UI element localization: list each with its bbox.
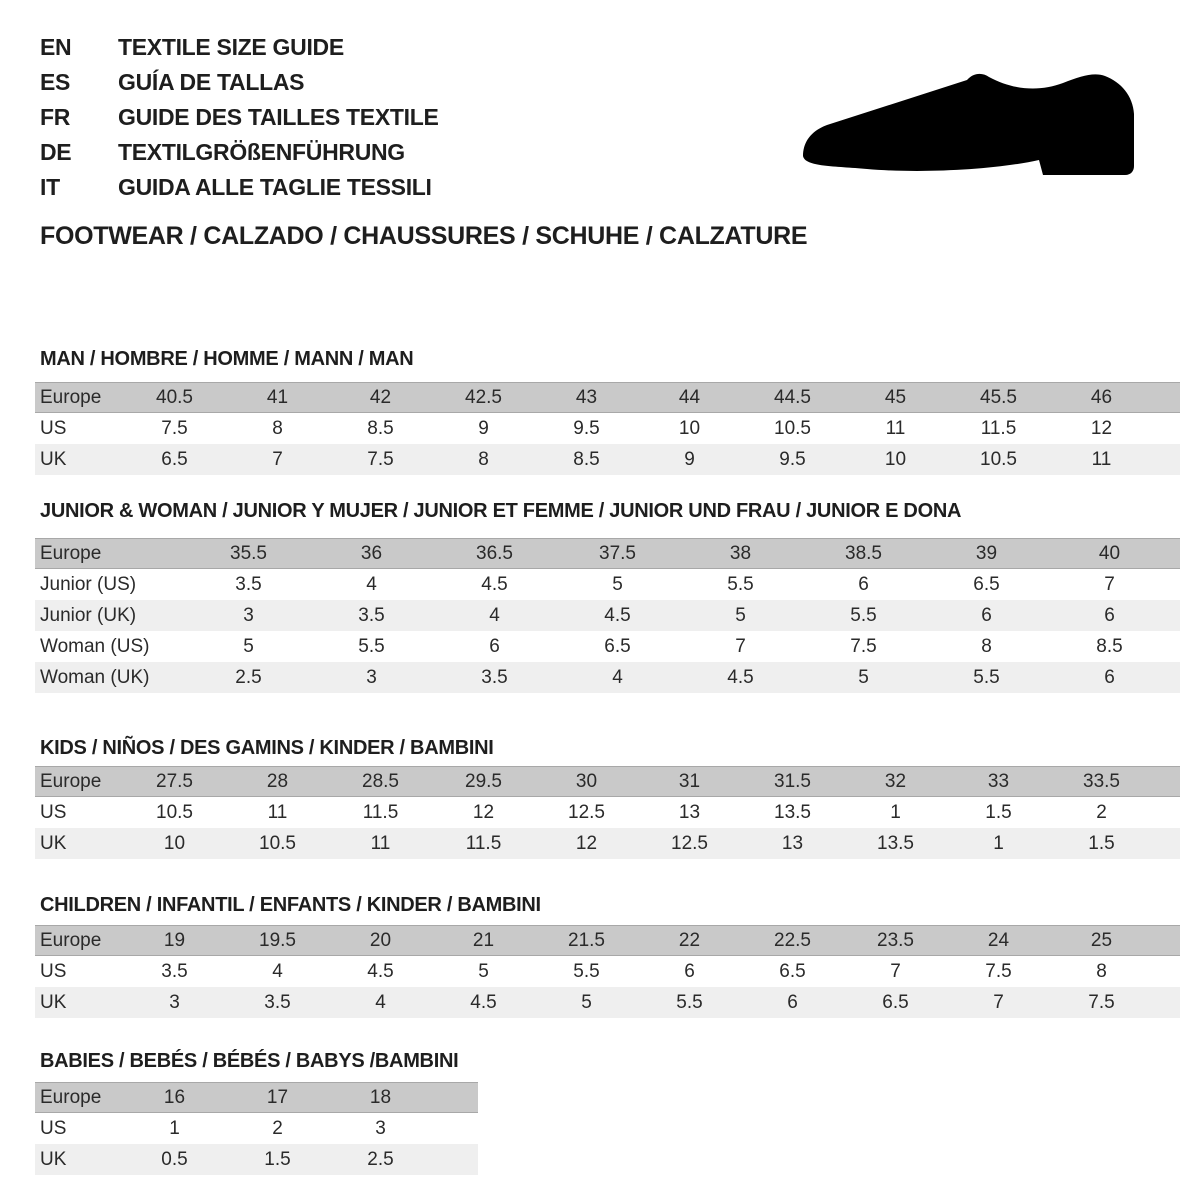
size-value: 10.5 bbox=[259, 833, 296, 854]
size-table-babies bbox=[35, 1082, 478, 1175]
size-value: 11 bbox=[1091, 449, 1112, 470]
table-row-babies-europe bbox=[35, 1082, 478, 1113]
language-code: IT bbox=[40, 174, 60, 200]
table-row-junior-woman-junior-uk bbox=[35, 600, 1180, 631]
row-label: Europe bbox=[40, 930, 102, 951]
size-value: 7.5 bbox=[985, 961, 1012, 982]
size-value: 4.5 bbox=[727, 667, 754, 688]
size-value: 8 bbox=[981, 636, 992, 657]
size-value: 12 bbox=[472, 802, 495, 823]
size-value: 3.5 bbox=[235, 574, 262, 595]
shoe-silhouette-path bbox=[803, 74, 1134, 175]
language-code: FR bbox=[40, 104, 71, 130]
table-row-junior-woman-junior-us bbox=[35, 569, 1180, 600]
language-label: GUIDE DES TAILLES TEXTILE bbox=[118, 104, 439, 130]
size-value: 4.5 bbox=[367, 961, 394, 982]
language-row-it bbox=[40, 170, 439, 205]
size-value: 27.5 bbox=[156, 771, 193, 792]
language-code: EN bbox=[40, 34, 72, 60]
size-value: 28.5 bbox=[362, 771, 399, 792]
table-row-children-europe bbox=[35, 925, 1180, 956]
size-value: 10.5 bbox=[156, 802, 193, 823]
size-value: 7.5 bbox=[1088, 992, 1115, 1013]
size-value: 6 bbox=[489, 636, 500, 657]
row-label: Europe bbox=[40, 387, 102, 408]
size-value: 22 bbox=[678, 930, 701, 951]
language-label: GUÍA DE TALLAS bbox=[118, 69, 305, 95]
language-label: TEXTILGRÖßENFÜHRUNG bbox=[118, 139, 405, 165]
size-value: 12.5 bbox=[568, 802, 605, 823]
size-value: 16 bbox=[163, 1087, 186, 1108]
size-value: 4 bbox=[375, 992, 386, 1013]
size-value: 4.5 bbox=[470, 992, 497, 1013]
row-label: Europe bbox=[40, 1087, 102, 1108]
size-table-man bbox=[35, 382, 1180, 475]
size-value: 9 bbox=[478, 418, 489, 439]
section-title-man: MAN / HOMBRE / HOMME / MANN / MAN bbox=[40, 348, 414, 370]
table-row-babies-uk bbox=[35, 1144, 478, 1175]
size-value: 4 bbox=[612, 667, 623, 688]
language-code: ES bbox=[40, 69, 71, 95]
size-value: 13 bbox=[781, 833, 804, 854]
size-value: 11 bbox=[370, 833, 391, 854]
size-value: 8.5 bbox=[367, 418, 394, 439]
row-label: US bbox=[40, 1118, 67, 1139]
size-value: 3.5 bbox=[358, 605, 385, 626]
table-row-kids-us bbox=[35, 797, 1180, 828]
language-row-fr bbox=[40, 100, 439, 135]
row-label: Woman (US) bbox=[40, 636, 150, 657]
size-value: 6 bbox=[858, 574, 869, 595]
size-value: 46 bbox=[1090, 387, 1113, 408]
size-table-junior-woman bbox=[35, 538, 1180, 693]
size-value: 3.5 bbox=[264, 992, 291, 1013]
size-value: 3 bbox=[366, 667, 377, 688]
size-value: 44.5 bbox=[774, 387, 811, 408]
size-value: 10 bbox=[884, 449, 907, 470]
size-value: 39 bbox=[975, 543, 998, 564]
size-value: 2.5 bbox=[367, 1149, 394, 1170]
size-value: 36.5 bbox=[476, 543, 513, 564]
size-value: 20 bbox=[369, 930, 392, 951]
row-label: US bbox=[40, 802, 67, 823]
size-value: 31.5 bbox=[774, 771, 811, 792]
language-row-de bbox=[40, 135, 439, 170]
size-value: 2 bbox=[272, 1118, 283, 1139]
size-value: 5 bbox=[243, 636, 254, 657]
size-value: 25 bbox=[1090, 930, 1113, 951]
size-value: 8.5 bbox=[1096, 636, 1123, 657]
size-value: 5 bbox=[858, 667, 869, 688]
size-value: 11.5 bbox=[362, 802, 399, 823]
row-label: UK bbox=[40, 1149, 67, 1170]
size-value: 8 bbox=[272, 418, 283, 439]
size-value: 5.5 bbox=[573, 961, 600, 982]
size-value: 36 bbox=[360, 543, 383, 564]
row-label: Junior (UK) bbox=[40, 605, 137, 626]
size-value: 7 bbox=[735, 636, 746, 657]
row-label: Woman (UK) bbox=[40, 667, 150, 688]
size-value: 6.5 bbox=[973, 574, 1000, 595]
size-value: 35.5 bbox=[230, 543, 267, 564]
language-code: DE bbox=[40, 139, 72, 165]
size-value: 28 bbox=[266, 771, 289, 792]
table-row-junior-woman-woman-us bbox=[35, 631, 1180, 662]
row-label: UK bbox=[40, 449, 67, 470]
size-value: 31 bbox=[678, 771, 701, 792]
size-value: 11 bbox=[267, 802, 288, 823]
size-value: 6 bbox=[1104, 667, 1115, 688]
size-value: 6.5 bbox=[882, 992, 909, 1013]
size-value: 44 bbox=[678, 387, 701, 408]
size-value: 1 bbox=[890, 802, 901, 823]
table-row-kids-uk bbox=[35, 828, 1180, 859]
size-value: 9 bbox=[684, 449, 695, 470]
size-value: 7 bbox=[1104, 574, 1115, 595]
table-row-man-uk bbox=[35, 444, 1180, 475]
size-value: 41 bbox=[266, 387, 289, 408]
size-value: 5.5 bbox=[850, 605, 877, 626]
size-value: 19.5 bbox=[259, 930, 296, 951]
size-value: 5.5 bbox=[727, 574, 754, 595]
size-value: 1.5 bbox=[985, 802, 1012, 823]
size-value: 10 bbox=[163, 833, 186, 854]
row-label: UK bbox=[40, 833, 67, 854]
size-value: 1 bbox=[169, 1118, 180, 1139]
size-value: 13 bbox=[678, 802, 701, 823]
row-label: Europe bbox=[40, 771, 102, 792]
size-value: 5.5 bbox=[676, 992, 703, 1013]
language-list bbox=[40, 30, 439, 205]
size-value: 4 bbox=[489, 605, 500, 626]
size-value: 42.5 bbox=[465, 387, 502, 408]
size-value: 30 bbox=[575, 771, 598, 792]
size-value: 24 bbox=[987, 930, 1010, 951]
size-value: 12 bbox=[575, 833, 598, 854]
size-value: 1.5 bbox=[1088, 833, 1115, 854]
size-value: 10.5 bbox=[774, 418, 811, 439]
size-value: 11.5 bbox=[980, 418, 1017, 439]
table-row-babies-us bbox=[35, 1113, 478, 1144]
size-value: 2 bbox=[1096, 802, 1107, 823]
size-value: 5 bbox=[612, 574, 623, 595]
table-row-junior-woman-woman-uk bbox=[35, 662, 1180, 693]
size-table-kids bbox=[35, 766, 1180, 859]
size-value: 8 bbox=[478, 449, 489, 470]
size-value: 21.5 bbox=[568, 930, 605, 951]
size-value: 5.5 bbox=[973, 667, 1000, 688]
size-value: 42 bbox=[369, 387, 392, 408]
size-value: 33 bbox=[987, 771, 1010, 792]
size-value: 2.5 bbox=[235, 667, 262, 688]
size-value: 5 bbox=[581, 992, 592, 1013]
section-title-babies: BABIES / BEBÉS / BÉBÉS / BABYS /BAMBINI bbox=[40, 1050, 459, 1072]
size-value: 4 bbox=[272, 961, 283, 982]
size-value: 3.5 bbox=[161, 961, 188, 982]
size-value: 23.5 bbox=[877, 930, 914, 951]
size-value: 32 bbox=[884, 771, 907, 792]
size-value: 1.5 bbox=[264, 1149, 291, 1170]
row-label: Junior (US) bbox=[40, 574, 137, 595]
size-value: 6 bbox=[684, 961, 695, 982]
size-value: 4.5 bbox=[604, 605, 631, 626]
size-value: 6 bbox=[1104, 605, 1115, 626]
section-title-junior-woman: JUNIOR & WOMAN / JUNIOR Y MUJER / JUNIOR ET FEMME / JUNIOR UND FRAU / JUNIOR E DONA bbox=[40, 500, 962, 522]
size-value: 5 bbox=[478, 961, 489, 982]
size-value: 40 bbox=[1098, 543, 1121, 564]
size-value: 6 bbox=[981, 605, 992, 626]
table-row-man-europe bbox=[35, 382, 1180, 413]
size-value: 12 bbox=[1090, 418, 1113, 439]
size-value: 3.5 bbox=[481, 667, 508, 688]
size-value: 9.5 bbox=[573, 418, 600, 439]
size-value: 4.5 bbox=[481, 574, 508, 595]
size-value: 13.5 bbox=[774, 802, 811, 823]
section-title-kids: KIDS / NIÑOS / DES GAMINS / KINDER / BAMBINI bbox=[40, 737, 494, 759]
size-value: 18 bbox=[369, 1087, 392, 1108]
size-value: 0.5 bbox=[161, 1149, 188, 1170]
size-value: 7.5 bbox=[850, 636, 877, 657]
size-value: 9.5 bbox=[779, 449, 806, 470]
shoe-icon bbox=[795, 68, 1145, 193]
size-value: 10 bbox=[678, 418, 701, 439]
size-value: 6.5 bbox=[604, 636, 631, 657]
size-value: 21 bbox=[472, 930, 495, 951]
table-row-kids-europe bbox=[35, 766, 1180, 797]
size-value: 7.5 bbox=[161, 418, 188, 439]
section-title-children: CHILDREN / INFANTIL / ENFANTS / KINDER / BAMBINI bbox=[40, 894, 541, 916]
language-row-es bbox=[40, 65, 439, 100]
size-value: 19 bbox=[163, 930, 186, 951]
size-value: 33.5 bbox=[1083, 771, 1120, 792]
size-value: 3 bbox=[169, 992, 180, 1013]
row-label: UK bbox=[40, 992, 67, 1013]
size-value: 45.5 bbox=[980, 387, 1017, 408]
size-value: 5.5 bbox=[358, 636, 385, 657]
size-value: 7 bbox=[993, 992, 1004, 1013]
language-label: GUIDA ALLE TAGLIE TESSILI bbox=[118, 174, 432, 200]
size-table-children bbox=[35, 925, 1180, 1018]
table-row-man-us bbox=[35, 413, 1180, 444]
size-value: 7.5 bbox=[367, 449, 394, 470]
size-value: 3 bbox=[375, 1118, 386, 1139]
size-value: 13.5 bbox=[877, 833, 914, 854]
table-row-children-uk bbox=[35, 987, 1180, 1018]
category-heading: FOOTWEAR / CALZADO / CHAUSSURES / SCHUHE / CALZATURE bbox=[40, 222, 808, 250]
table-row-children-us bbox=[35, 956, 1180, 987]
language-label: TEXTILE SIZE GUIDE bbox=[118, 34, 344, 60]
size-value: 22.5 bbox=[774, 930, 811, 951]
size-value: 8 bbox=[1096, 961, 1107, 982]
size-value: 4 bbox=[366, 574, 377, 595]
size-value: 29.5 bbox=[465, 771, 502, 792]
language-row-en bbox=[40, 30, 439, 65]
size-value: 11 bbox=[885, 418, 906, 439]
size-value: 10.5 bbox=[980, 449, 1017, 470]
size-value: 7 bbox=[272, 449, 283, 470]
size-value: 12.5 bbox=[671, 833, 708, 854]
size-value: 8.5 bbox=[573, 449, 600, 470]
size-value: 1 bbox=[993, 833, 1004, 854]
size-value: 6.5 bbox=[161, 449, 188, 470]
size-value: 6.5 bbox=[779, 961, 806, 982]
size-value: 38 bbox=[729, 543, 752, 564]
size-value: 38.5 bbox=[845, 543, 882, 564]
size-value: 11.5 bbox=[465, 833, 502, 854]
row-label: US bbox=[40, 961, 67, 982]
size-value: 37.5 bbox=[599, 543, 636, 564]
size-value: 3 bbox=[243, 605, 254, 626]
row-label: Europe bbox=[40, 543, 102, 564]
size-value: 5 bbox=[735, 605, 746, 626]
table-row-junior-woman-europe bbox=[35, 538, 1180, 569]
size-value: 7 bbox=[890, 961, 901, 982]
size-value: 40.5 bbox=[156, 387, 193, 408]
size-value: 45 bbox=[884, 387, 907, 408]
size-value: 17 bbox=[266, 1087, 289, 1108]
size-value: 6 bbox=[787, 992, 798, 1013]
row-label: US bbox=[40, 418, 67, 439]
size-value: 43 bbox=[575, 387, 598, 408]
